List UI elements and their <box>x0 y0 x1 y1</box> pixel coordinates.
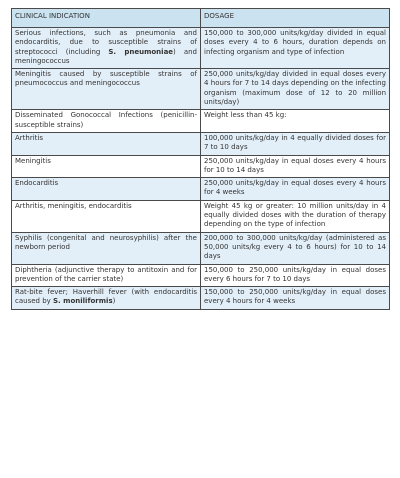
dosage-cell: Weight less than 45 kg: <box>201 110 390 133</box>
indication-cell: Diphtheria (adjunctive therapy to antitoxin and for prevention of the carrier state) <box>12 264 201 287</box>
dosage-table-container <box>11 8 389 310</box>
table-row <box>12 264 390 287</box>
table-row <box>12 28 390 69</box>
table-row <box>12 110 390 133</box>
header-clinical-indication: CLINICAL INDICATION <box>12 9 201 28</box>
table-row <box>12 178 390 201</box>
table-row <box>12 287 390 310</box>
indication-cell: Serious infections, such as pneumonia and endocarditis, due to susceptible strains of streptococci (including S. pneumoniae) and meningococcus <box>12 28 201 69</box>
dosage-cell: 150,000 to 250,000 units/kg/day in equal doses every 6 hours for 7 to 10 days <box>201 264 390 287</box>
indication-cell: Endocarditis <box>12 178 201 201</box>
dosage-cell: 150,000 to 250,000 units/kg/day in equal doses every 4 hours for 4 weeks <box>201 287 390 310</box>
dosage-cell: Weight 45 kg or greater: 10 million units/day in 4 equally divided doses with the duration of therapy depending on the type of infection <box>201 200 390 232</box>
indication-cell: Syphilis (congenital and neurosyphilis) after the newborn period <box>12 232 201 264</box>
dosage-cell: 200,000 to 300,000 units/kg/day (administered as 50,000 units/kg every 4 to 6 hours) for 10 to 14 days <box>201 232 390 264</box>
dosage-cell: 250,000 units/kg/day divided in equal doses every 4 hours for 7 to 14 days depending on the infecting organism (maximum dose of 12 to 20 million units/day) <box>201 69 390 110</box>
dosage-table <box>11 8 390 310</box>
table-header-row <box>12 9 390 28</box>
dosage-cell: 250,000 units/kg/day in equal doses every 4 hours for 4 weeks <box>201 178 390 201</box>
header-dosage: DOSAGE <box>201 9 390 28</box>
dosage-cell: 250,000 units/kg/day in equal doses every 4 hours for 10 to 14 days <box>201 155 390 178</box>
indication-cell: Meningitis caused by susceptible strains of pneumococcus and meningococcus <box>12 69 201 110</box>
table-row <box>12 69 390 110</box>
table-row <box>12 232 390 264</box>
table-row <box>12 200 390 232</box>
dosage-cell: 100,000 units/kg/day in 4 equally divided doses for 7 to 10 days <box>201 132 390 155</box>
indication-cell: Arthritis <box>12 132 201 155</box>
table-row <box>12 155 390 178</box>
indication-cell: Meningitis <box>12 155 201 178</box>
table-row <box>12 132 390 155</box>
indication-cell: Rat-bite fever; Haverhill fever (with endocarditis caused by S. moniliformis) <box>12 287 201 310</box>
indication-cell: Arthritis, meningitis, endocarditis <box>12 200 201 232</box>
indication-cell: Disseminated Gonococcal Infections (penicillin-susceptible strains) <box>12 110 201 133</box>
dosage-cell: 150,000 to 300,000 units/kg/day divided in equal doses every 4 to 6 hours, duration depends on infecting organism and type of infection <box>201 28 390 69</box>
